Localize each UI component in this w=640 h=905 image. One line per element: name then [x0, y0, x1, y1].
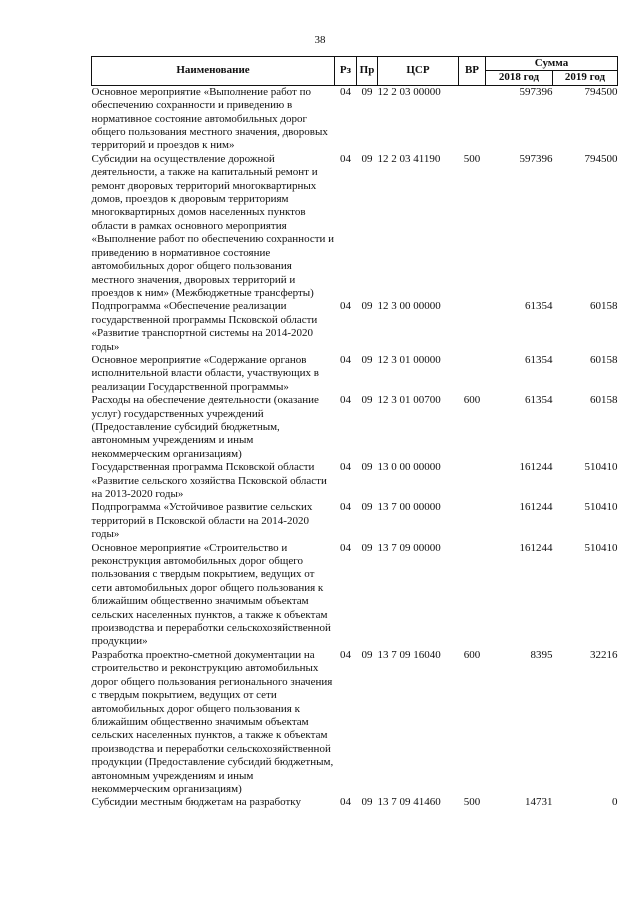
row-vr — [459, 542, 486, 649]
row-rz: 04 — [340, 501, 351, 514]
row-csr: 12 3 01 00000 — [377, 353, 441, 366]
row-pr: 09 — [361, 796, 373, 809]
budget-table — [91, 56, 618, 810]
row-csr: 12 3 00 00000 — [377, 300, 441, 313]
table-row — [92, 796, 618, 809]
row-sum-2019: 794500 — [584, 152, 618, 165]
table-row — [92, 501, 618, 541]
row-rz: 04 — [340, 394, 351, 407]
row-sum-2018: 161244 — [519, 501, 553, 514]
header-pr: Пр — [357, 57, 378, 86]
row-csr: 13 7 09 00000 — [377, 541, 441, 554]
row-pr: 09 — [361, 353, 373, 366]
row-sum-2019: 510410 — [584, 461, 618, 474]
row-pr: 09 — [361, 85, 373, 98]
row-sum-2018: 61354 — [525, 300, 553, 313]
row-name: Основное мероприятие «Строительство и реконструкция автомобильных дорог общего пользования с твердым покрытием, ведущих от сети автомобильных дорог общего пользования к ближайшим общественно значимым объектам сельских населенных пунктов, а также к объектам производства и переработки сельскохозяйственной продукции» — [91, 541, 331, 648]
header-year-2018: 2018 год — [486, 71, 553, 85]
row-name: Разработка проектно-сметной документации на строительство и реконструкцию автомобильных дорог общего пользования регионального значения с твердым покрытием, ведущих от сети автомобильных дорог общего пользования к ближайшим общественно значимым объектам сельских населенных пунктов, а также к объектам производства и переработки сельскохозяйственной продукции (Предоставление субсидий бюджетным, автономным учреждениям и иным некоммерческим организациям) — [91, 648, 334, 795]
row-vr: 600 — [463, 394, 481, 407]
row-vr — [459, 501, 486, 541]
row-csr: 13 0 00 00000 — [377, 461, 441, 474]
row-rz: 04 — [340, 461, 351, 474]
table-row — [92, 300, 618, 354]
row-sum-2018: 61354 — [525, 353, 553, 366]
table-row — [92, 649, 618, 796]
row-sum-2018: 161244 — [519, 461, 553, 474]
table-row — [92, 153, 618, 300]
row-sum-2019: 0 — [612, 796, 618, 809]
row-pr: 09 — [361, 648, 373, 661]
row-pr: 09 — [361, 461, 373, 474]
row-csr: 13 7 09 16040 — [377, 648, 441, 661]
row-sum-2018: 597396 — [519, 85, 553, 98]
row-sum-2018: 597396 — [519, 152, 553, 165]
row-rz: 04 — [340, 648, 351, 661]
row-vr — [459, 461, 486, 501]
row-pr: 09 — [361, 501, 373, 514]
row-csr: 13 7 00 00000 — [377, 501, 441, 514]
row-rz: 04 — [340, 152, 351, 165]
header-sum: Сумма — [486, 57, 618, 71]
header-csr: ЦСР — [378, 57, 459, 86]
page-number: 38 — [314, 34, 326, 46]
row-vr: 500 — [463, 152, 481, 165]
row-sum-2018: 8395 — [530, 648, 553, 661]
row-rz: 04 — [340, 353, 351, 366]
row-sum-2019: 510410 — [584, 541, 618, 554]
table-body — [92, 85, 618, 809]
row-csr: 12 3 01 00700 — [377, 394, 441, 407]
table-row — [92, 461, 618, 501]
row-pr: 09 — [361, 300, 373, 313]
row-sum-2019: 60158 — [590, 300, 618, 313]
row-name: Подпрограмма «Обеспечение реализации государственной программы Псковской области «Развитие транспортной системы на 2014-2020 годы» — [91, 300, 318, 353]
row-csr: 12 2 03 41190 — [377, 152, 441, 165]
table-row — [92, 354, 618, 394]
row-sum-2018: 161244 — [519, 541, 553, 554]
row-name: Субсидии на осуществление дорожной деятельности, а также на капитальный ремонт и ремонт дворовых территорий многоквартирных домов, проездов к дворовым территориям многоквартирных домов населенных пунктов области в рамках основного мероприятия «Выполнение работ по обеспечению сохранности и приведению в нормативное состояние автомобильных дорог общего пользования местного значения, дворовых территорий и проездов к ним» (Межбюджетные трансферты) — [91, 152, 335, 299]
header-year-2019: 2019 год — [553, 71, 618, 85]
row-sum-2019: 794500 — [584, 85, 618, 98]
table-row — [92, 85, 618, 153]
row-sum-2018: 14731 — [525, 796, 553, 809]
row-sum-2019: 32216 — [590, 648, 618, 661]
row-name: Подпрограмма «Устойчивое развитие сельских территорий в Псковской области на 2014-2020 годы» — [91, 501, 313, 541]
row-vr: 600 — [463, 648, 481, 661]
row-sum-2019: 60158 — [590, 353, 618, 366]
row-name: Государственная программа Псковской области «Развитие сельского хозяйства Псковской области на 2013-2020 годы» — [91, 461, 327, 500]
row-name: Расходы на обеспечение деятельности (оказание услуг) государственных учреждений (Предоставление субсидий бюджетным, автономным учреждениям и иным некоммерческим организациям) — [91, 394, 319, 460]
row-pr: 09 — [361, 152, 373, 165]
table-row — [92, 394, 618, 461]
row-pr: 09 — [361, 394, 373, 407]
row-sum-2019: 510410 — [584, 501, 618, 514]
header-name: Наименование — [92, 57, 335, 86]
row-csr: 13 7 09 41460 — [377, 796, 441, 809]
header-rz: Рз — [335, 57, 357, 86]
row-sum-2019: 60158 — [590, 394, 618, 407]
row-sum-2018: 61354 — [525, 394, 553, 407]
row-rz: 04 — [340, 300, 351, 313]
row-vr — [459, 354, 486, 394]
row-rz: 04 — [340, 541, 351, 554]
row-vr: 500 — [463, 796, 481, 809]
table-row — [92, 542, 618, 649]
row-rz: 04 — [340, 85, 351, 98]
row-vr — [459, 300, 486, 354]
row-name: Основное мероприятие «Выполнение работ по обеспечению сохранности и приведению в нормативное состояние автомобильных дорог общего пользования местного значения, дворовых территорий и проездов к ним» — [91, 85, 328, 152]
row-pr: 09 — [361, 541, 373, 554]
row-csr: 12 2 03 00000 — [377, 85, 441, 98]
row-rz: 04 — [340, 796, 351, 809]
row-name: Субсидии местным бюджетам на разработку — [91, 796, 301, 809]
row-vr — [459, 85, 486, 153]
header-vr: ВР — [459, 57, 486, 86]
row-name: Основное мероприятие «Содержание органов исполнительной власти области, участвующих в реализации Государственной программы» — [91, 353, 319, 393]
